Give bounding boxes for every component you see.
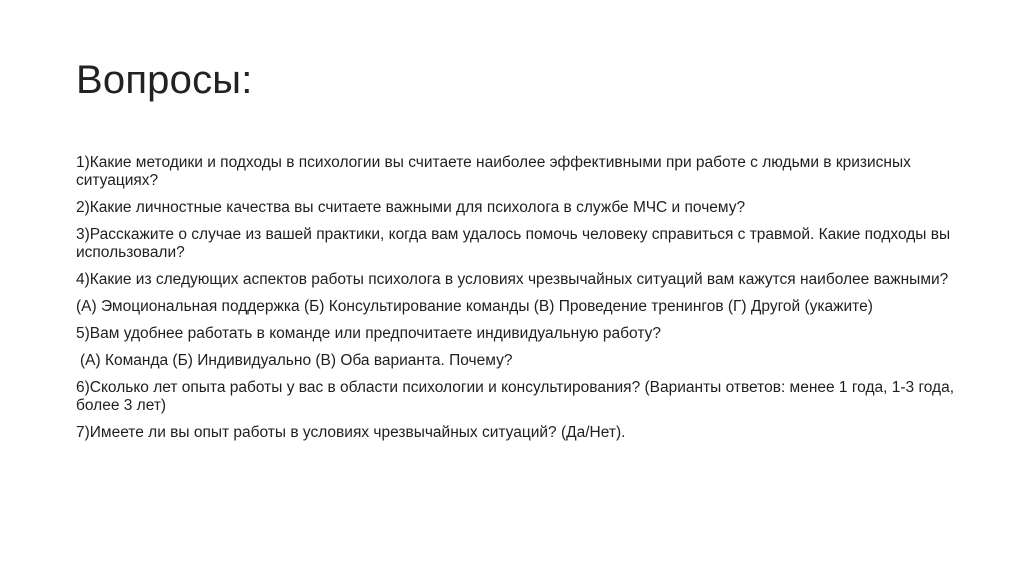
questions-list	[76, 154, 956, 451]
question-1: 1)Какие методики и подходы в психологии вы считаете наиболее эффективными при работе с людьми в кризисных ситуациях?	[76, 154, 911, 189]
question-7: 7)Имеете ли вы опыт работы в условиях чрезвычайных ситуаций? (Да/Нет).	[76, 424, 626, 441]
question-6: 6)Сколько лет опыта работы у вас в области психологии и консультирования? (Варианты ответов: менее 1 года, 1-3 года, более 3 лет)	[76, 379, 955, 414]
question-4: 4)Какие из следующих аспектов работы психолога в условиях чрезвычайных ситуаций вам кажутся наиболее важными?	[76, 271, 949, 288]
question-2: 2)Какие личностные качества вы считаете важными для психолога в службе МЧС и почему?	[76, 199, 746, 216]
question-5: 5)Вам удобнее работать в команде или предпочитаете индивидуальную работу?	[76, 325, 661, 342]
slide-title: Вопросы:	[76, 58, 253, 102]
question-4-options: (А) Эмоциональная поддержка (Б) Консультирование команды (В) Проведение тренингов (Г) Другой (укажите)	[76, 298, 873, 315]
question-3: 3)Расскажите о случае из вашей практики, когда вам удалось помочь человеку справиться с травмой. Какие подходы вы использовали?	[76, 226, 951, 261]
question-5-options: (А) Команда (Б) Индивидуально (В) Оба варианта. Почему?	[80, 352, 513, 369]
